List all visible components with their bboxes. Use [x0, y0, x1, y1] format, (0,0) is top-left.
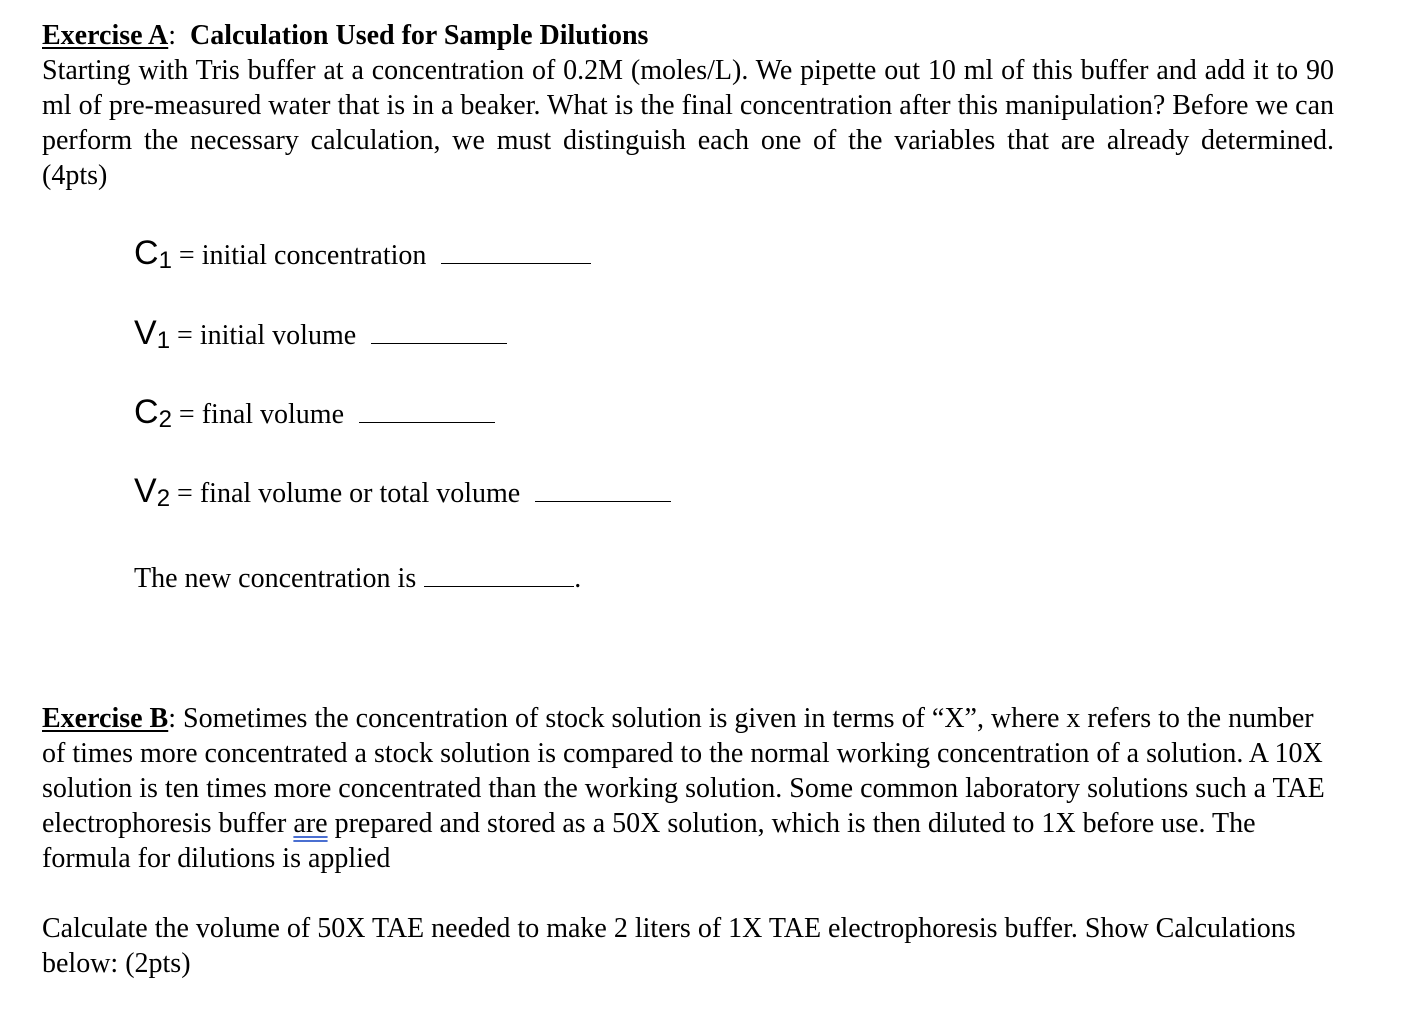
- new-concentration-period: .: [574, 563, 582, 594]
- new-concentration-answer-blank[interactable]: [424, 564, 574, 587]
- exercise-a-label: Exercise A: [42, 20, 169, 51]
- exercise-b-label: Exercise B: [42, 703, 169, 734]
- variable-v2-row: [134, 474, 671, 512]
- exercise-b-question-section: [42, 911, 1334, 981]
- new-concentration-label: The new concentration is: [134, 563, 417, 594]
- exercise-b-section: [42, 701, 1334, 876]
- exercise-b-colon: :: [168, 703, 177, 734]
- variable-v1-subscript: 1: [156, 327, 171, 354]
- variable-c2-symbol: C: [134, 393, 159, 431]
- variable-v2-description: = final volume or total volume: [177, 478, 521, 509]
- exercise-a-body: Starting with Tris buffer at a concentration of 0.2M (moles/L). We pipette out 10 ml of this buffer and add it to 90 ml of pre-measured water that is in a beaker. What is the final concentration after this manipulation? Before we can perform the necessary calculation, we must distinguish each one of the variables that are already determined. (4pts): [42, 55, 1334, 191]
- variable-c1-symbol: C: [134, 234, 159, 272]
- variable-c2-answer-blank[interactable]: [359, 400, 495, 423]
- variable-c1-answer-blank[interactable]: [441, 241, 591, 264]
- variable-v1-symbol: V: [134, 314, 157, 352]
- exercise-a-colon: :: [168, 20, 177, 51]
- grammar-flagged-word: are: [293, 808, 328, 839]
- document-page: [42, 18, 1334, 193]
- variable-c2-description: = final volume: [178, 399, 345, 430]
- variable-v2-subscript: 2: [156, 485, 171, 512]
- exercise-a-title: Calculation Used for Sample Dilutions: [190, 20, 649, 51]
- variable-v2-answer-blank[interactable]: [535, 479, 671, 502]
- exercise-b-body: [42, 701, 1334, 876]
- new-concentration-row: [134, 561, 581, 596]
- exercise-b-text-after: prepared and stored as a 50X solution, which is then diluted to 1X before use. The formula for dilutions is applied: [42, 808, 1256, 874]
- exercise-b-question: Calculate the volume of 50X TAE needed to make 2 liters of 1X TAE electrophoresis buffer. Show Calculations below: (2pts): [42, 913, 1296, 979]
- variable-v1-row: [134, 316, 507, 354]
- variable-c1-subscript: 1: [158, 247, 172, 274]
- variable-c2-row: [134, 395, 495, 433]
- variable-v1-answer-blank[interactable]: [371, 321, 507, 344]
- exercise-a-heading: [42, 18, 1334, 53]
- exercise-b-text-before: Sometimes the concentration of stock solution is given in terms of “X”, where x refers to the number of times more concentrated a stock solution is compared to the normal working concentration of a solution. A 10X solution is ten times more concentrated than the working solution. Some common laboratory solutions such a TAE electrophoresis buffer: [42, 703, 1325, 839]
- variable-c1-row: [134, 236, 591, 274]
- variable-c2-subscript: 2: [158, 406, 172, 433]
- variable-c1-description: = initial concentration: [178, 240, 427, 271]
- variable-v2-symbol: V: [134, 472, 157, 510]
- variable-v1-description: = initial volume: [177, 320, 357, 351]
